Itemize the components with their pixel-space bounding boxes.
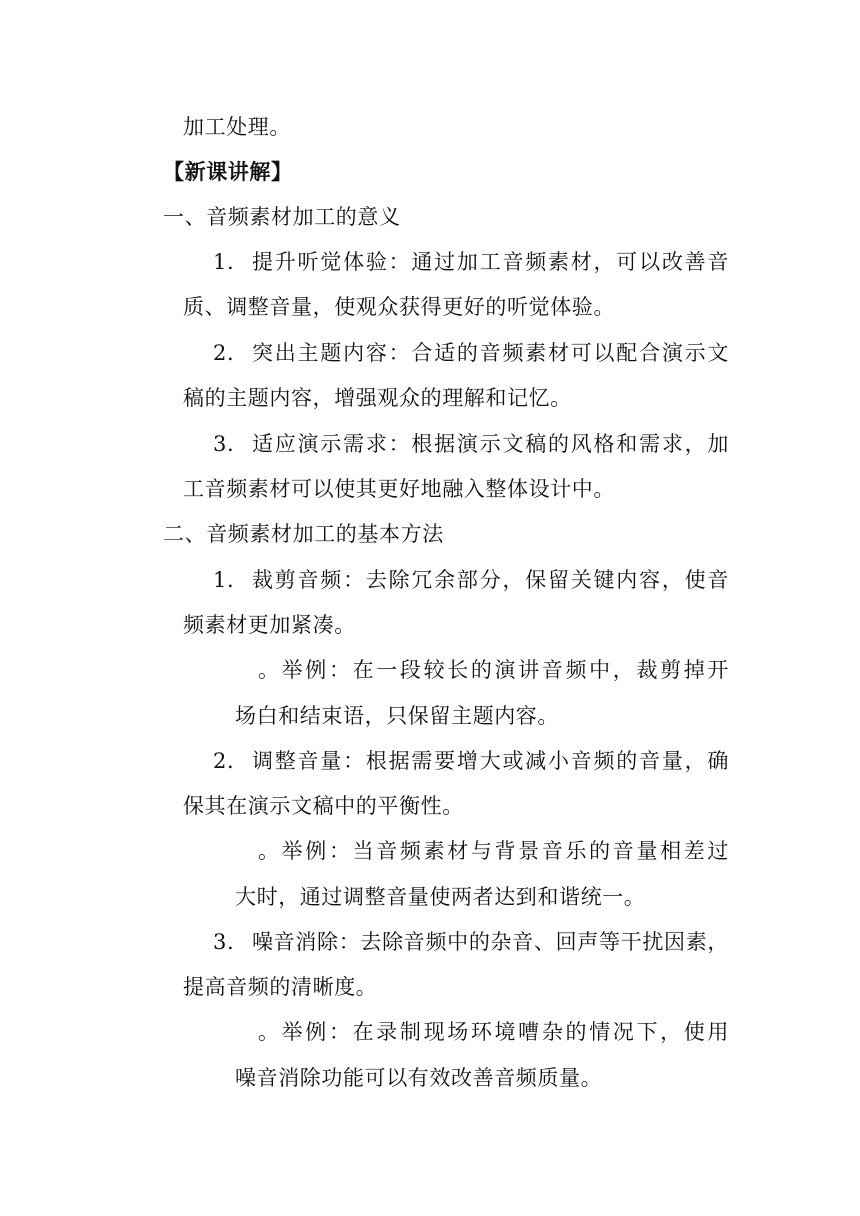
part1-item3-line1: 适应演示需求：根据演示文稿的风格和需求，加	[252, 432, 729, 456]
part1-item3-line2: 工音频素材可以使其更好地融入整体设计中。	[183, 477, 615, 501]
part1-item2-line1: 突出主题内容：合适的音频素材可以配合演示文	[252, 341, 729, 365]
section-title: 【新课讲解】	[163, 159, 293, 184]
part1-item1-line2: 质、调整音量，使观众获得更好的听觉体验。	[183, 295, 615, 319]
part2-item2-example-line1: 。举例：当音频素材与背景音乐的音量相差过	[258, 839, 729, 863]
part2-item1-example-line1: 。举例：在一段较长的演讲音频中，裁剪掉开	[258, 658, 729, 682]
part2-item3-example-line2: 噪音消除功能可以有效改善音频质量。	[235, 1066, 603, 1090]
part2-item2-line1: 调整音量：根据需要增大或减小音频的音量，确	[252, 749, 729, 773]
part2-item2-example-line2: 大时，通过调整音量使两者达到和谐统一。	[235, 885, 646, 909]
part2-item2-number: 2.	[213, 749, 235, 773]
part2-item2-line2: 保其在演示文稿中的平衡性。	[183, 794, 464, 818]
continuation-text: 加工处理。	[183, 115, 291, 139]
part2-item1-example-line2: 场白和结束语，只保留主题内容。	[235, 704, 559, 728]
part1-item1-number: 1.	[213, 250, 235, 274]
part2-heading: 二、音频素材加工的基本方法	[163, 522, 444, 546]
part2-item1-number: 1.	[213, 568, 235, 592]
part2-item3-line1: 噪音消除：去除音频中的杂音、回声等干扰因素，	[252, 930, 729, 954]
part2-item3-number: 3.	[213, 930, 235, 954]
part1-item3-number: 3.	[213, 432, 235, 456]
part1-item1-line1: 提升听觉体验：通过加工音频素材，可以改善音	[252, 250, 729, 274]
part2-item3-example-line1: 。举例：在录制现场环境嘈杂的情况下，使用	[258, 1020, 729, 1044]
part2-item1-line2: 频素材更加紧凑。	[183, 613, 356, 637]
part1-item2-number: 2.	[213, 341, 235, 365]
part1-item2-line2: 稿的主题内容，增强观众的理解和记忆。	[183, 386, 572, 410]
part2-item1-line1: 裁剪音频：去除冗余部分，保留关键内容，使音	[252, 568, 729, 592]
part2-item3-line2: 提高音频的清晰度。	[183, 975, 378, 999]
part1-heading: 一、音频素材加工的意义	[163, 205, 401, 229]
